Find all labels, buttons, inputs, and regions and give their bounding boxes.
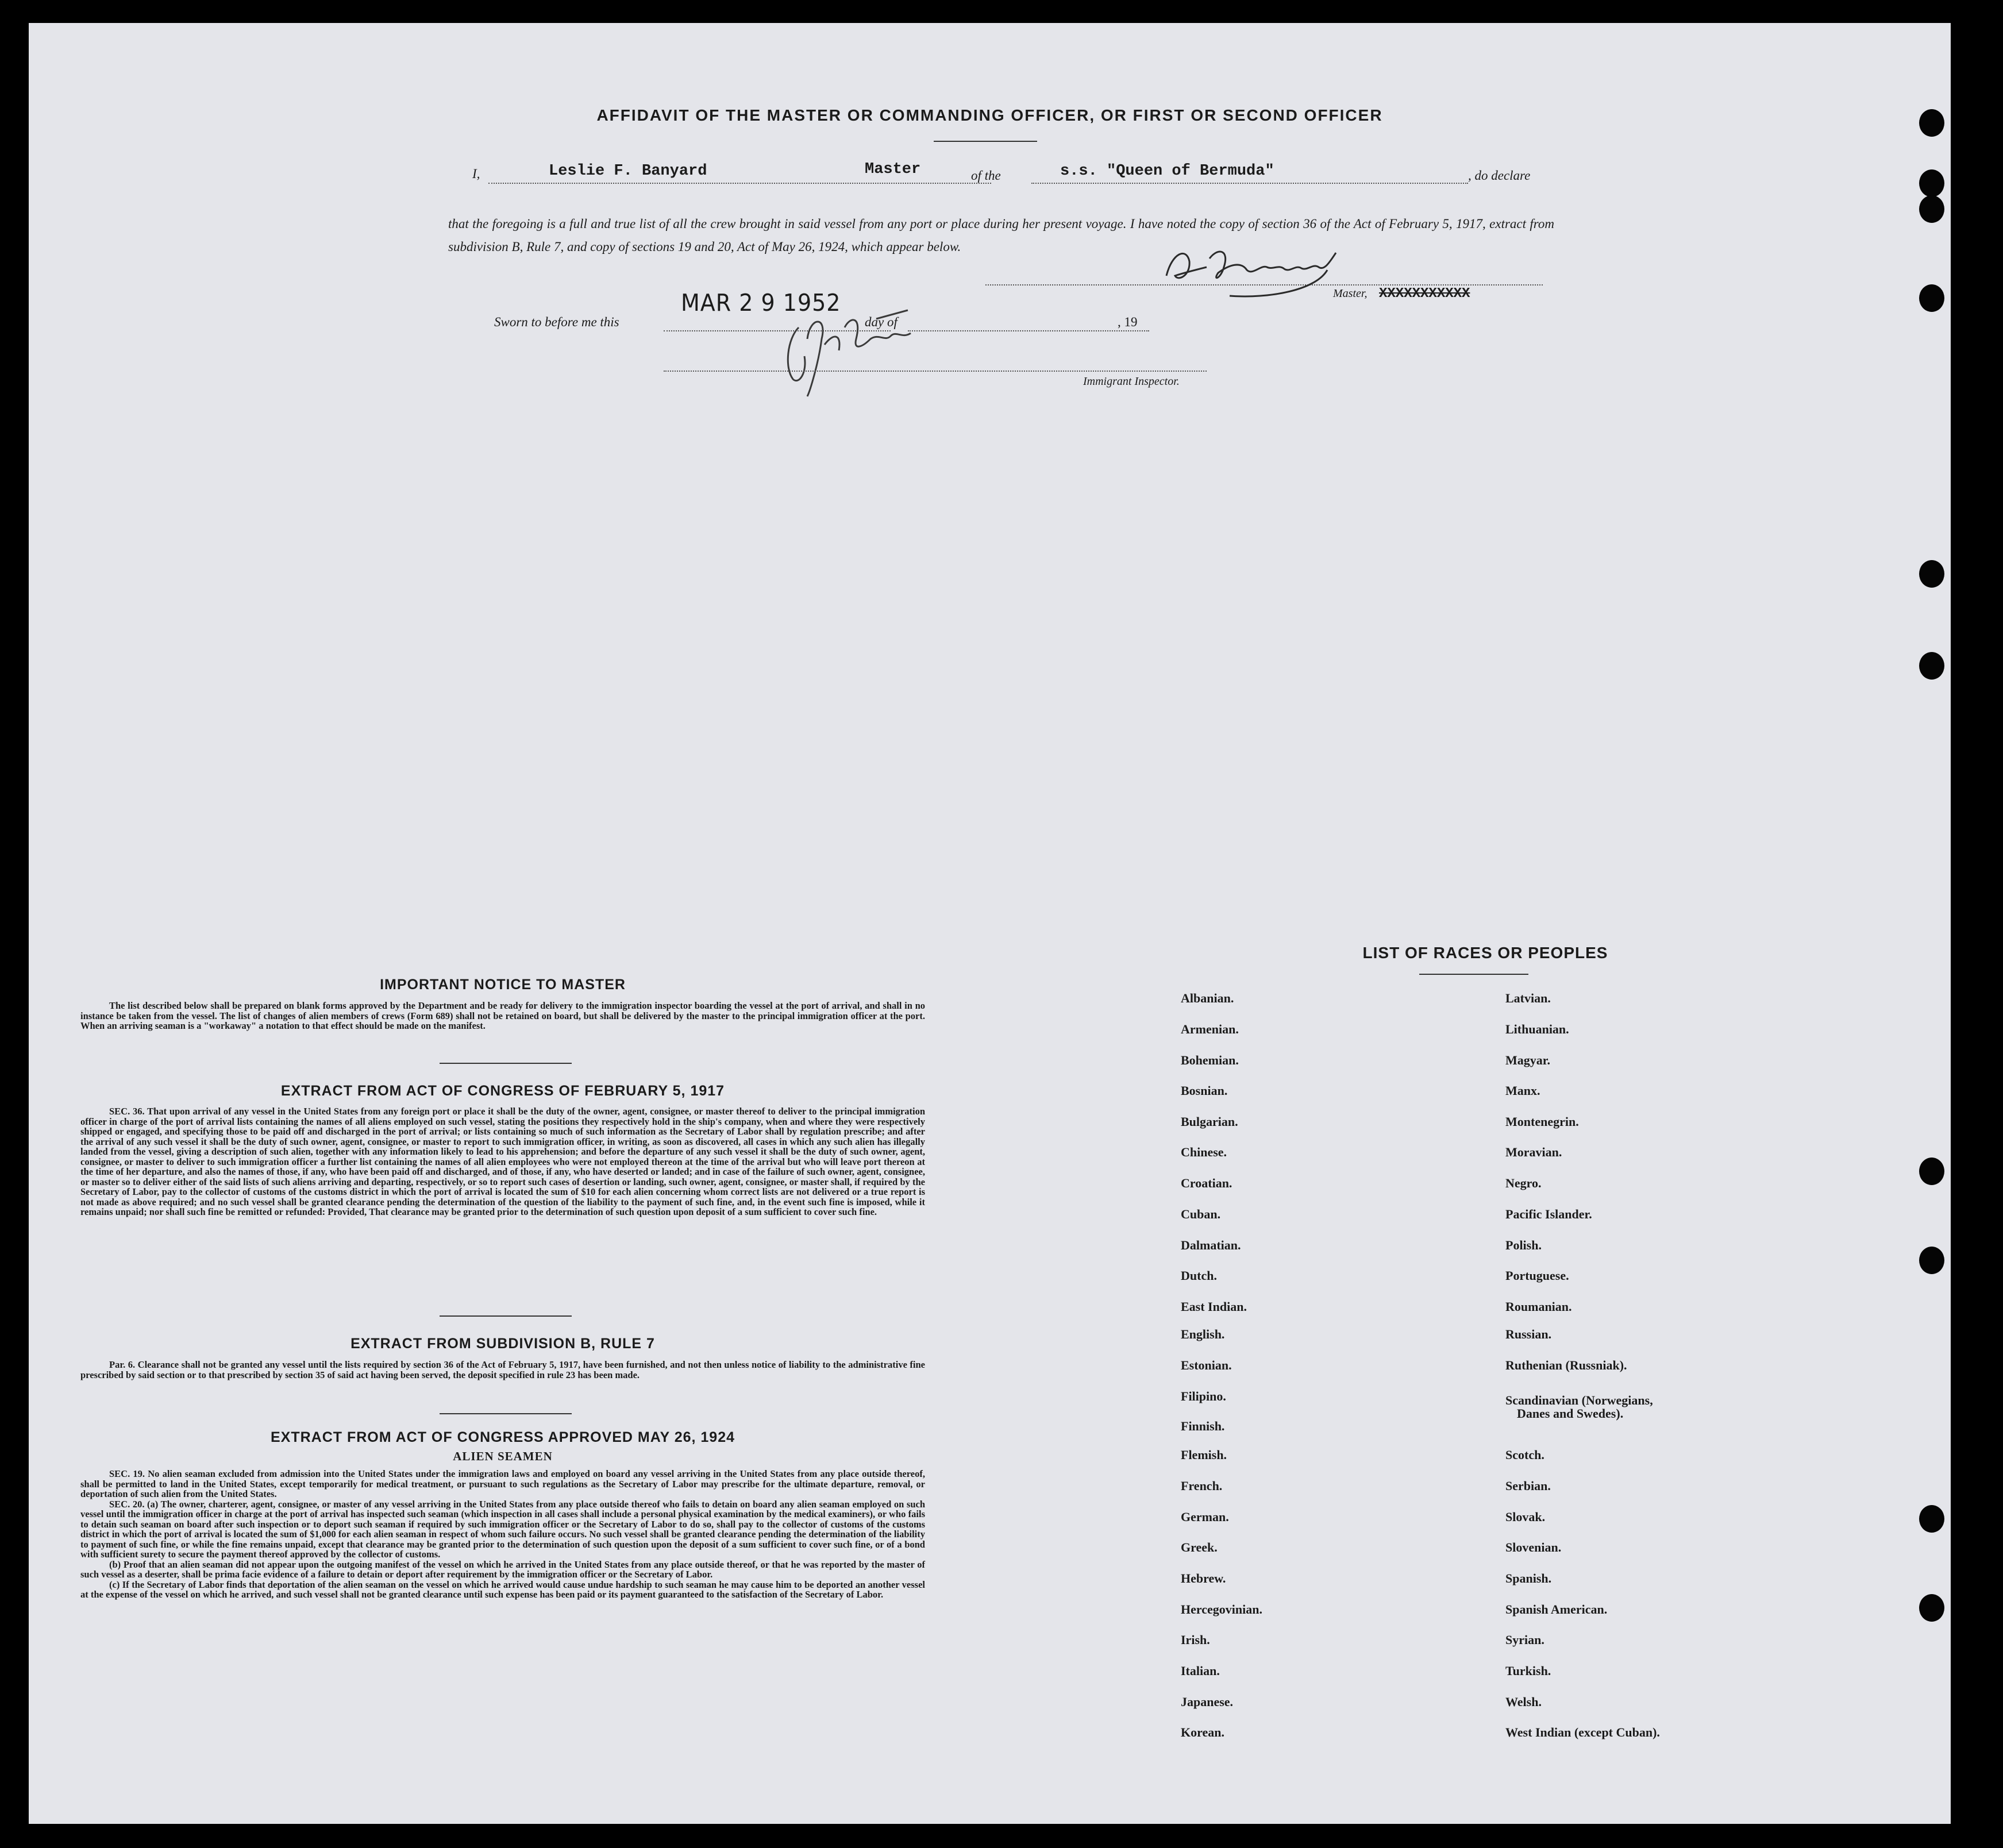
race-item: Latvian. (1505, 991, 1551, 1005)
race-item: Armenian. (1181, 1022, 1239, 1036)
race-item: Chinese. (1181, 1145, 1227, 1159)
race-item: Bohemian. (1181, 1053, 1239, 1067)
race-item: Turkish. (1505, 1664, 1551, 1678)
punch-hole (1919, 195, 1944, 223)
race-item: Italian. (1181, 1664, 1220, 1678)
alien-seamen-subheading: ALIEN SEAMEN (453, 1449, 553, 1463)
race-item: Welsh. (1505, 1695, 1542, 1709)
of-the-label: of the (971, 168, 1001, 183)
punch-hole (1919, 1594, 1944, 1622)
race-item: Scotch. (1505, 1448, 1544, 1462)
race-item: English. (1181, 1327, 1225, 1341)
section-20b-text: (b) Proof that an alien seaman did not appear upon the outgoing manifest of the vessel on which he arrived in the United States from any place outside thereof, or that he was reported by the master of such vessel as a deserter, shall be prima facie evidence of a failure to detain or deport after requirement by the immigration officer or the Secretary of Labor. (80, 1558, 925, 1580)
race-item: Irish. (1181, 1633, 1210, 1647)
race-item: Montenegrin. (1505, 1114, 1579, 1129)
extract-1917-text: SEC. 36. That upon arrival of any vessel in the United States from any foreign port or place it shall be the duty of the owner, agent, consignee, or master thereof to deliver to the principal immigration officer in charge of the port of arrival lists containing the names of all aliens employed on such vessel, stating the positions they respectively hold in the ship's company, when and where they were respectively shipped or engaged, and specifying those to be paid off and discharged in the port of arrival; or lists containing so much of such information as the Secretary of Labor shall by regulation prescribe; and after the arrival of any such vessel it shall be the duty of such owner, agent, consignee, or master to report to such immigration officer, in writing, as soon as discovered, all cases in which any such alien has illegally landed from the vessel, giving a description of such alien, together with any information likely to lead to his apprehension; and before the departure of any such vessel it shall be the duty of such owner, agent, consignee, or master to deliver to such immigration officer a further list containing the names of all alien employees who were not employed thereon at the time of the arrival but who will leave port thereon at the time of her departure, and also the names of those, if any, who have been paid off and discharged, and of those, if any, who have deserted or landed; and in case of the failure of such owner, agent, consignee, or master so to deliver either of the said lists of such aliens arriving and departing, respectively, or so to report such cases of desertion or landing, such owner, agent, consignee, or master shall, if required by the Secretary of Labor, pay to the collector of customs of the customs district in which the port of arrival is located the sum of $10 for each alien concerning whom correct lists are not delivered or a true report is not made as above required; and no such vessel shall be granted clearance pending the determination of the question of the liability to the payment of such fine, and, in the event such fine is imposed, while it remains unpaid; nor shall such fine be remitted or refunded: Provided, That clearance may be granted prior to the determination of such question upon deposit of a sum sufficient to cover such fine. (80, 1106, 925, 1217)
affidavit-title: AFFIDAVIT OF THE MASTER OR COMMANDING OFFICER, OR FIRST OR SECOND OFFICER (596, 106, 1383, 124)
section-20c-text: (c) If the Secretary of Labor finds that deportation of the alien seaman on the vessel on which he arrived would cause undue hardship to such seaman he may cause him to be deported an another vessel at the expense of the vessel on which he arrived, and such vessel shall not be granted clearance until such expense has been paid or its payment guaranteed to the satisfaction of the Secretary of Labor. (80, 1579, 925, 1600)
race-item: Hercegovinian. (1181, 1602, 1262, 1616)
section-divider (440, 1413, 572, 1414)
race-item: Roumanian. (1505, 1299, 1572, 1314)
race-item: Bosnian. (1181, 1083, 1228, 1098)
race-item: Pacific Islander. (1505, 1207, 1592, 1221)
race-item: Portuguese. (1505, 1268, 1569, 1283)
race-item: Negro. (1505, 1176, 1542, 1190)
do-declare-label: , do declare (1468, 168, 1531, 183)
date-stamp: MAR 2 9 1952 (681, 289, 841, 317)
punch-hole (1919, 1158, 1944, 1185)
title-divider (934, 141, 1037, 142)
race-item: Slovenian. (1505, 1540, 1562, 1554)
race-item: Spanish American. (1505, 1602, 1608, 1616)
extract-1924-heading: EXTRACT FROM ACT OF CONGRESS APPROVED MAY 26, 1924 (270, 1429, 735, 1445)
race-item: French. (1181, 1479, 1223, 1493)
race-item: East Indian. (1181, 1299, 1247, 1314)
race-item: Polish. (1505, 1238, 1542, 1252)
race-item: Slovak. (1505, 1510, 1546, 1524)
race-item: Korean. (1181, 1725, 1224, 1739)
race-item: Scandinavian (Norwegians, (1505, 1393, 1653, 1407)
section-19-text: SEC. 19. No alien seaman excluded from admission into the United States under the immigration laws and employed on board any vessel arriving in the United States from any place outside thereof, shall be permitted to land in the United States, except temporarily for medical treatment, or pursuant to such regulations as the Secretary of Labor may prescribe for the ultimate departure, removal, or deportation of such alien from the United States. (80, 1468, 925, 1499)
year-prefix: , 19 (1118, 315, 1138, 329)
race-item: Syrian. (1505, 1633, 1544, 1647)
inspector-label: Immigrant Inspector. (1083, 375, 1180, 388)
notice-text: The list described below shall be prepared on blank forms approved by the Department and be ready for delivery to the immigration inspector boarding the vessel at the port of arrival, and shall in no instance be taken from the vessel. The list of changes of alien members of crews (Form 689) shall not be retained on board, but shall be delivered by the master to the principal immigration officer at the port. When an arriving seaman is a "workaway" a notation to that effect should be made on the manifest. (80, 1000, 925, 1031)
vessel-line (1031, 183, 1468, 184)
notice-heading: IMPORTANT NOTICE TO MASTER (380, 977, 626, 993)
race-item: Filipino. (1181, 1389, 1226, 1403)
declaration-text: that the foregoing is a full and true list of all the crew brought in said vessel from any port or place during her present voyage. I have noted the copy of section 36 of the Act of February 5, 1917, extract from subdivision B, Rule 7, and copy of sections 19 and 20, Act of May 26, 1924, which appear below. (448, 217, 1554, 254)
race-item: West Indian (except Cuban). (1505, 1725, 1660, 1739)
race-item: Albanian. (1181, 991, 1234, 1005)
punch-hole (1919, 1247, 1944, 1274)
extract-rule7-text: Par. 6. Clearance shall not be granted any vessel until the lists required by section 36 of the Act of February 5, 1917, have been furnished, and not then unless notice of liability to the administrative fine prescribed by said section or to that prescribed by section 35 of said act having been served, the deposit specified in rule 23 has been made. (80, 1359, 925, 1380)
master-struck-text: XXXXXXXXXXX (1379, 286, 1470, 302)
race-item: Flemish. (1181, 1448, 1227, 1462)
section-divider (440, 1063, 572, 1064)
extract-1924-text (80, 1469, 925, 1600)
race-item: Bulgarian. (1181, 1114, 1238, 1129)
punch-hole (1919, 560, 1944, 588)
race-item: Moravian. (1505, 1145, 1562, 1159)
race-item: Estonian. (1181, 1358, 1232, 1372)
race-item: Japanese. (1181, 1695, 1234, 1709)
day-of-label: day of (865, 315, 898, 329)
race-item: Lithuanian. (1505, 1022, 1569, 1036)
extract-rule7-heading: EXTRACT FROM SUBDIVISION B, RULE 7 (350, 1336, 655, 1352)
inspector-signature-line (664, 371, 1207, 372)
race-item: Ruthenian (Russniak). (1505, 1358, 1627, 1372)
vessel-name: s.s. "Queen of Bermuda" (1060, 163, 1274, 180)
race-item: Danes and Swedes). (1517, 1406, 1624, 1421)
master-label: Master, (1333, 287, 1368, 300)
punch-hole (1919, 1505, 1944, 1533)
punch-hole (1919, 652, 1944, 680)
race-item: Finnish. (1181, 1419, 1225, 1433)
section-divider (440, 1315, 572, 1317)
race-item: Magyar. (1505, 1053, 1551, 1067)
race-item: German. (1181, 1510, 1229, 1524)
sworn-label: Sworn to before me this (494, 315, 619, 329)
race-item: Cuban. (1181, 1207, 1221, 1221)
extract-1917-heading: EXTRACT FROM ACT OF CONGRESS OF FEBRUARY 5, 1917 (280, 1083, 725, 1099)
race-item: Serbian. (1505, 1479, 1551, 1493)
document-sheet (29, 23, 1951, 1824)
punch-hole (1919, 169, 1944, 197)
master-name: Leslie F. Banyard (549, 163, 707, 180)
race-item: Spanish. (1505, 1571, 1552, 1585)
race-item: Dalmatian. (1181, 1238, 1241, 1252)
punch-hole (1919, 284, 1944, 312)
races-heading: LIST OF RACES OR PEOPLES (1362, 944, 1608, 962)
race-item: Manx. (1505, 1083, 1540, 1098)
i-label: I, (472, 167, 480, 181)
section-20a-text: SEC. 20. (a) The owner, charterer, agent, consignee, or master of any vessel arriving in the United States from any place outside thereof who fails to detain on board any alien seaman employed on such vessel until the immigration officer in charge at the port of arrival has inspected such seaman (which inspection in all cases shall include a personal physical examination by the medical examiners), or who fails to detain such seaman on board after such inspection or to deport such seaman if required by such immigration officer or the Secretary of Labor to do so, shall pay to the collector of customs of the customs district in which the port of arrival is located the sum of $1,000 for each alien seaman in respect of whom such failure occurs. No such vessel shall be granted clearance pending the determination of the liability to payment of such fine, or while the fine remains unpaid, except that clearance may be granted prior to the determination of such question upon the deposit of a sum sufficient to cover such fine, or of a bond with sufficient surety to secure the payment thereof approved by the collector of customs. (80, 1498, 925, 1560)
master-rank: Master (865, 161, 921, 178)
race-item: Croatian. (1181, 1176, 1232, 1190)
race-item: Dutch. (1181, 1268, 1217, 1283)
race-item: Hebrew. (1181, 1571, 1226, 1585)
races-divider (1419, 974, 1528, 975)
inspector-signature (776, 293, 948, 402)
name-line (488, 183, 991, 184)
race-item: Russian. (1505, 1327, 1552, 1341)
race-item: Greek. (1181, 1540, 1218, 1554)
